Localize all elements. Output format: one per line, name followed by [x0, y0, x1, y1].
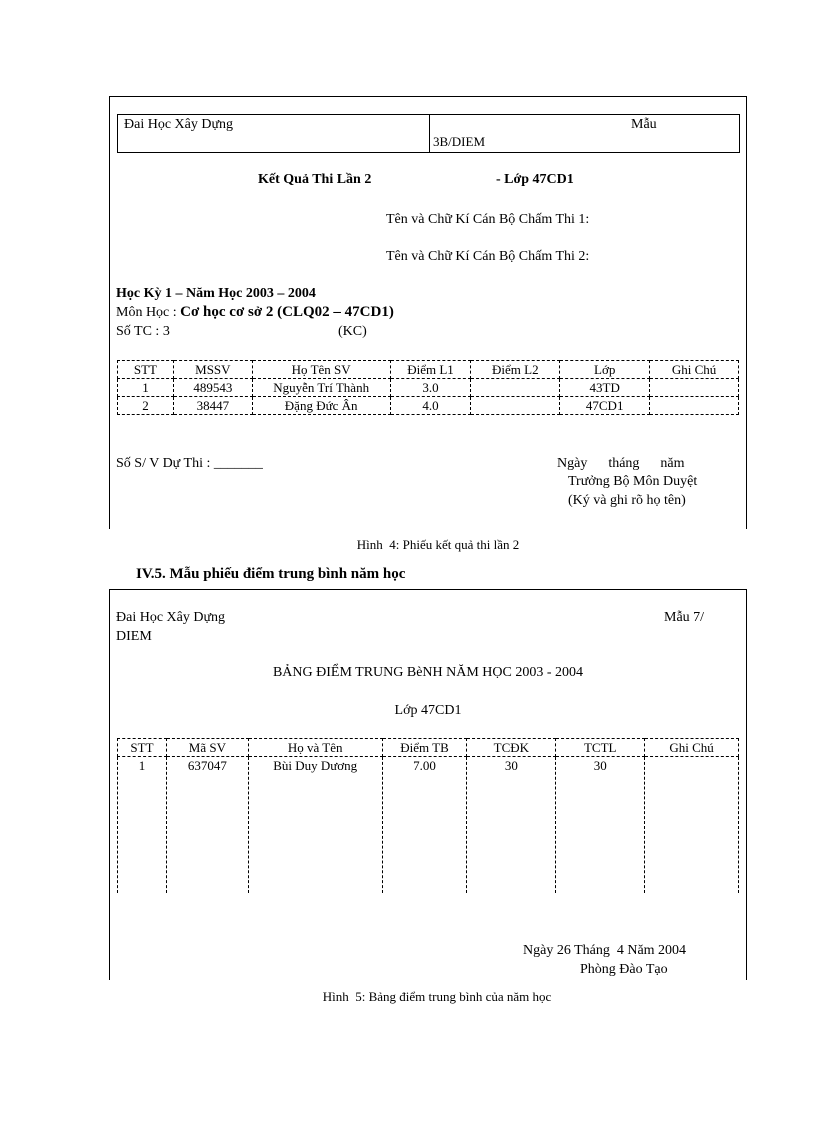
form1-subject-value: Cơ học cơ sở 2 (CLQ02 – 47CD1) [180, 304, 394, 320]
col-header: STT [118, 361, 174, 379]
form1-students-count: Số S/ V Dự Thi : _______ [116, 456, 263, 471]
table-cell: 637047 [166, 757, 248, 894]
section-heading: IV.5. Mẫu phiếu điểm trung bình năm học [136, 566, 406, 582]
col-header: MSSV [173, 361, 252, 379]
table-cell: 30 [467, 757, 556, 894]
col-header: Ghi Chú [645, 739, 739, 757]
form1-examiner2: Tên và Chữ Kí Cán Bộ Chấm Thi 2: [386, 249, 590, 264]
form1-title: Kết Quả Thi Lần 2 [258, 172, 372, 187]
form2-form-code-1: Mẫu 7/ [664, 610, 705, 625]
form1-sign-note: (Ký và ghi rõ họ tên) [568, 493, 686, 508]
form1-approver: Trưởng Bộ Môn Duyệt [568, 474, 698, 489]
table-cell: 3.0 [390, 379, 471, 397]
table-row [118, 397, 739, 415]
form1-semester: Học Kỳ 1 – Năm Học 2003 – 2004 [116, 286, 316, 301]
table-cell: 489543 [173, 379, 252, 397]
table-cell: 1 [118, 379, 174, 397]
table-cell: 1 [118, 757, 167, 894]
col-header: STT [118, 739, 167, 757]
form2-class: Lớp 47CD1 [394, 703, 462, 718]
col-header: TCTL [556, 739, 645, 757]
table-cell [471, 397, 560, 415]
table-cell: 7.00 [382, 757, 467, 894]
table-cell [650, 379, 739, 397]
table-cell: 2 [118, 397, 174, 415]
form1-date-line: Ngày tháng năm [557, 456, 685, 471]
table-cell: 4.0 [390, 397, 471, 415]
form1-subject-label: Môn Học : [116, 305, 177, 320]
form1-credits: Số TC : 3 [116, 324, 170, 339]
col-header: Ghi Chú [650, 361, 739, 379]
col-header: Mã SV [166, 739, 248, 757]
col-header: Điểm L1 [390, 361, 471, 379]
table-cell: Nguyễn Trí Thành [252, 379, 390, 397]
form2-title: BẢNG ĐIỂM TRUNG BèNH NĂM HỌC 2003 - 2004 [272, 665, 584, 680]
form1-class-title: - Lớp 47CD1 [496, 172, 574, 187]
form2-university: Đai Học Xây Dựng [116, 610, 226, 625]
col-header: TCĐK [467, 739, 556, 757]
table-cell: Bùi Duy Dương [248, 757, 382, 894]
table-header-row [118, 361, 739, 379]
table-header-row [118, 739, 739, 757]
table-cell [650, 397, 739, 415]
col-header: Điểm TB [382, 739, 467, 757]
form1-form-code-2: 3B/DIEM [433, 134, 485, 149]
table-cell: 38447 [173, 397, 252, 415]
form1-university: Đai Học Xây Dựng [124, 117, 234, 132]
form2-office: Phòng Đào Tạo [580, 962, 668, 977]
form1-caption: Hình 4: Phiếu kết quả thi lần 2 [356, 537, 520, 552]
col-header: Điểm L2 [471, 361, 560, 379]
table-row [118, 379, 739, 397]
form2-date-line: Ngày 26 Tháng 4 Năm 2004 [523, 943, 687, 958]
form2-form-code-2: DIEM [116, 629, 152, 644]
table-cell: 47CD1 [560, 397, 650, 415]
form1-kc: (KC) [338, 324, 367, 339]
table-cell [645, 757, 739, 894]
form1-subject [116, 304, 394, 321]
col-header: Họ Tên SV [252, 361, 390, 379]
form2-averages-table [117, 738, 739, 893]
table-cell [471, 379, 560, 397]
form1-examiner1: Tên và Chữ Kí Cán Bộ Chấm Thi 1: [386, 212, 590, 227]
col-header: Họ và Tên [248, 739, 382, 757]
form2-caption: Hình 5: Bảng điểm trung bình của năm học [322, 989, 552, 1004]
table-cell: Đặng Đức Ân [252, 397, 390, 415]
form1-header-divider [429, 114, 430, 152]
form1-form-code-1: Mẫu [631, 117, 657, 132]
table-cell: 30 [556, 757, 645, 894]
form1-results-table [117, 360, 739, 415]
col-header: Lớp [560, 361, 650, 379]
table-cell: 43TD [560, 379, 650, 397]
table-row [118, 757, 739, 894]
